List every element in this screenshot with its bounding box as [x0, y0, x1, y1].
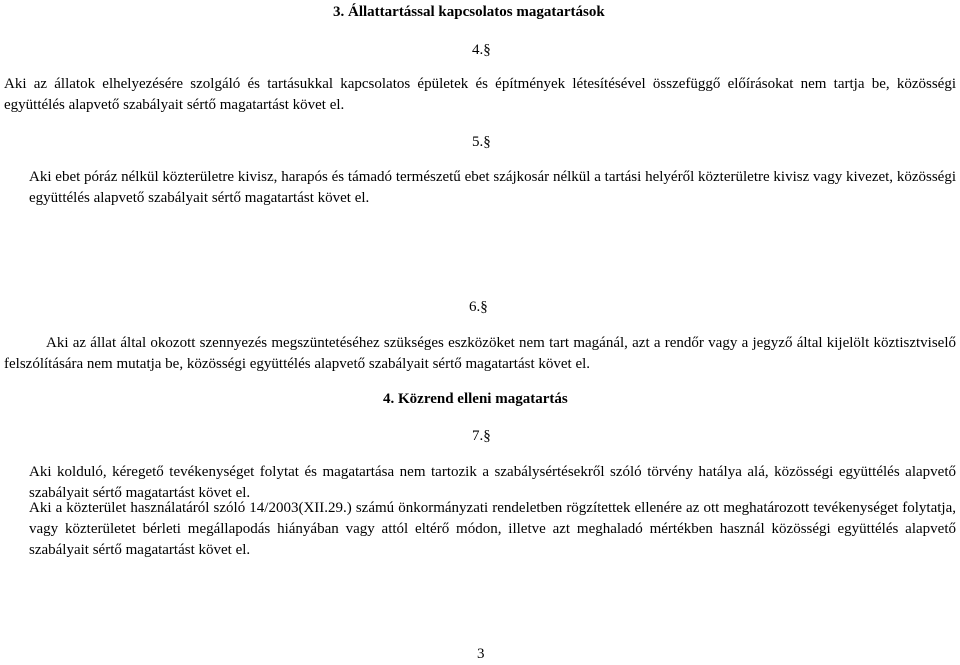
- paragraph-5-text: Aki ebet póráz nélkül közterületre kivisz, harapós és támadó természetű ebet szájkosár nélkül a tartási helyéről közterületre kivisz vagy kivezet, közösségi együttélés alapvető szabályait sértő magatartást követ el.: [29, 169, 956, 206]
- section-3-heading: 3. Állattartással kapcsolatos magatartások: [333, 4, 605, 20]
- paragraph-4-text: Aki az állatok elhelyezésére szolgáló és tartásukkal kapcsolatos épületek és építmények létesítésével összefüggő előírásokat nem tartja be, közösségi együttélés alapvető szabályait sértő magatartást követ el.: [4, 76, 956, 113]
- page-number: 3: [477, 646, 485, 662]
- paragraph-7-text-2: Aki a közterület használatáról szóló 14/2003(XII.29.) számú önkormányzati rendeletben rögzítettek ellenére az ott meghatározott tevékenységet folytatja, vagy közterületet bérleti megállapodás hiányában vagy attól eltérő módon, illetve azt meghaladó mértékben használ közösségi együttélés alapvető szabályait sértő magatartást követ el.: [29, 500, 956, 558]
- paragraph-7-item-2: [4, 498, 956, 561]
- paragraph-7-number: 7.§: [472, 428, 491, 444]
- paragraph-6-number: 6.§: [469, 299, 488, 315]
- paragraph-7-text-1: Aki kolduló, kéregető tevékenységet folytat és magatartása nem tartozik a szabálysértésekről szóló törvény hatálya alá, közösségi együttélés alapvető szabályait sértő magatartást követ el.: [29, 464, 956, 501]
- section-4-heading: 4. Közrend elleni magatartás: [383, 391, 568, 407]
- paragraph-5-item-1: [4, 167, 956, 209]
- paragraph-4-number: 4.§: [472, 42, 491, 58]
- paragraph-5-number: 5.§: [472, 134, 491, 150]
- paragraph-6-text: Aki az állat által okozott szennyezés megszüntetéséhez szükséges eszközöket nem tart magánál, azt a rendőr vagy a jegyző által kijelölt köztisztviselő felszólítására nem mutatja be, közösségi együttélés alapvető szabályait sértő magatartást követ el.: [4, 335, 956, 372]
